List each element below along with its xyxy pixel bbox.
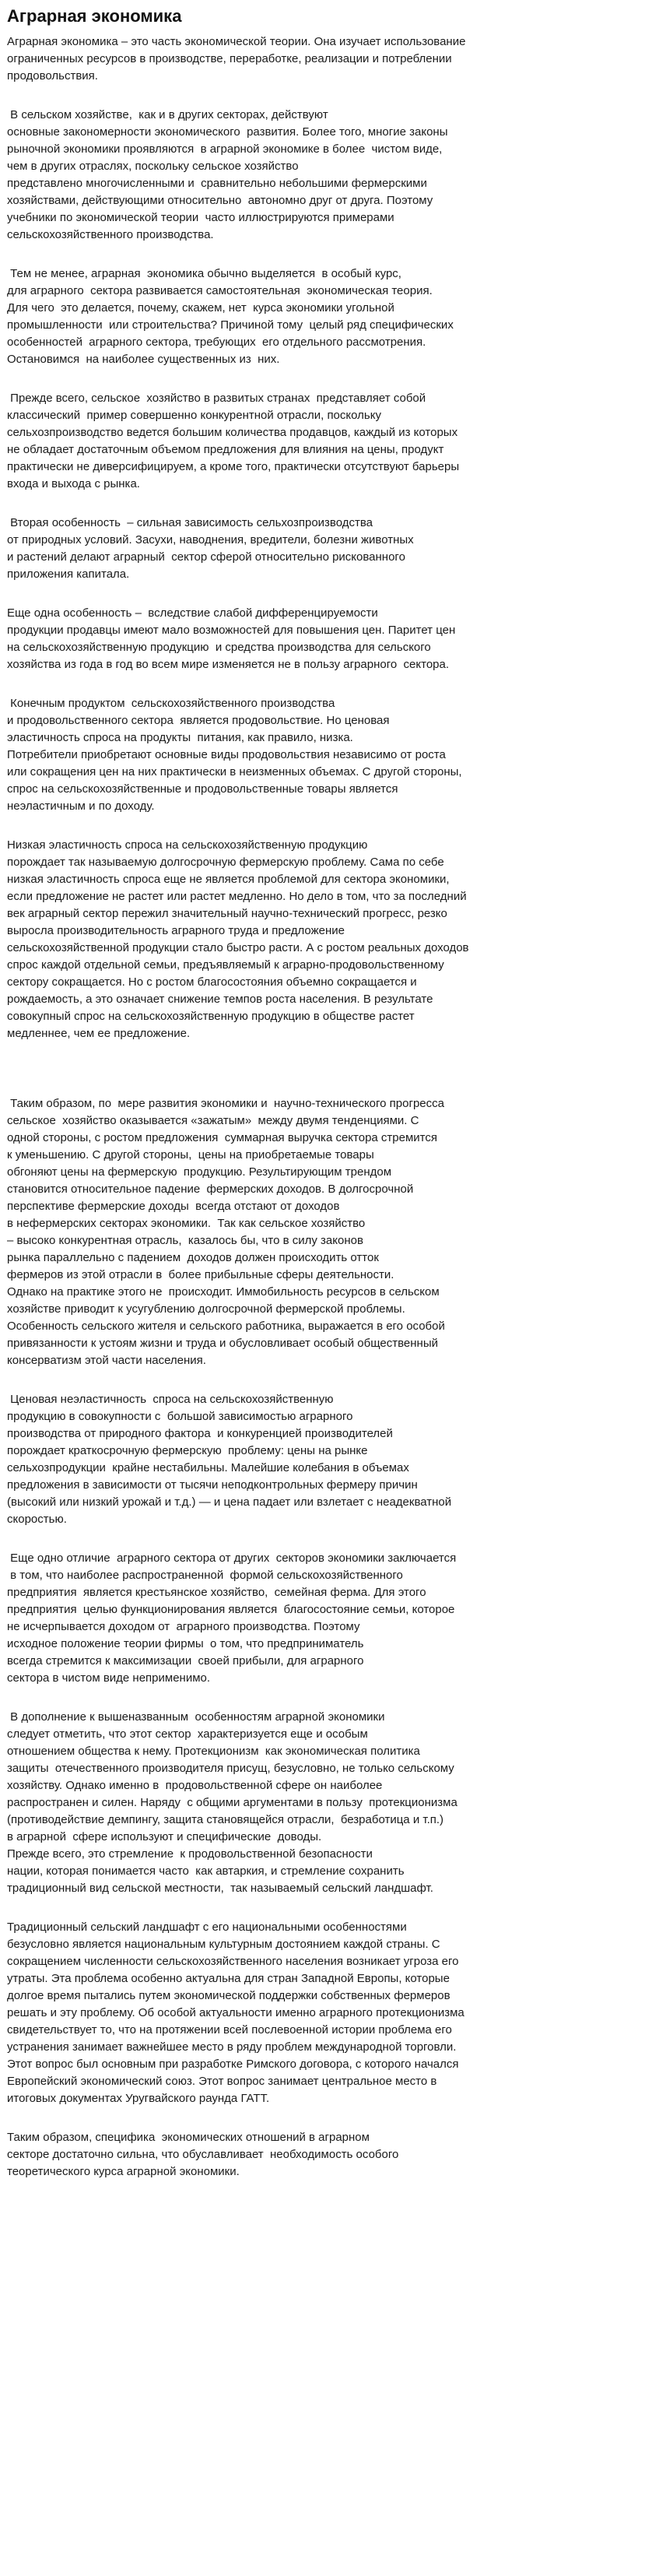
paragraph-line: сектору сокращается. Но с ростом благосостояния объемно сокращается и — [7, 975, 417, 989]
paragraph-line: Для чего это делается, почему, скажем, нет курса экономики угольной — [7, 301, 394, 315]
paragraph-line: учебники по экономической теории часто иллюстрируются примерами — [7, 211, 394, 224]
paragraph-line: Конечным продуктом сельскохозяйственного производства — [7, 697, 335, 710]
paragraph-line: устранения занимает важнейшее место в ряду проблем международной торговли. — [7, 2040, 457, 2054]
paragraph-line: низкая эластичность спроса еще не является проблемой для сектора экономики, — [7, 873, 450, 886]
article-paragraph — [7, 695, 648, 815]
paragraph-line: если предложение не растет или растет медленно. Но дело в том, что за последний — [7, 890, 467, 903]
paragraph-line: приложения капитала. — [7, 568, 130, 581]
paragraph-line: исходное положение теории фирмы о том, что предприниматель — [7, 1637, 364, 1650]
paragraph-line: в нефермерских секторах экономики. Так как сельское хозяйство — [7, 1217, 366, 1230]
paragraph-line: В дополнение к вышеназванным особенностям аграрной экономики — [7, 1710, 385, 1724]
paragraph-line: эластичность спроса на продукты питания, как правило, низка. — [7, 731, 353, 744]
paragraph-line: в аграрной сфере используют и специфические доводы. — [7, 1830, 322, 1843]
paragraph-line: сельское хозяйство оказывается «зажатым» между двумя тенденциями. С — [7, 1114, 419, 1127]
article-title: Аграрная экономика — [7, 6, 182, 26]
paragraph-line: ограниченных ресурсов в производстве, переработке, реализации и потреблении — [7, 52, 452, 65]
paragraph-line: промышленности или строительства? Причиной тому целый ряд специфических — [7, 318, 454, 332]
paragraph-line: Европейский экономический союз. Этот вопрос занимает центральное место в — [7, 2075, 437, 2088]
paragraph-line: – высоко конкурентная отрасль, казалось бы, что в силу законов — [7, 1234, 363, 1247]
paragraph-line: на сельскохозяйственную продукцию и средства производства для сельского — [7, 641, 431, 654]
article-paragraph — [7, 1391, 648, 1528]
paragraph-line: Аграрная экономика – это часть экономической теории. Она изучает использование — [7, 35, 466, 48]
paragraph-line: утраты. Эта проблема особенно актуальна для стран Западной Европы, которые — [7, 1972, 450, 1985]
paragraph-line: секторе достаточно сильна, что обуславливает необходимость особого — [7, 2148, 399, 2161]
paragraph-line: Ценовая неэластичность спроса на сельскохозяйственную — [7, 1393, 334, 1406]
paragraph-line: особенностей аграрного сектора, требующих его отдельного рассмотрения. — [7, 336, 426, 349]
paragraph-line: (высокий или низкий урожай и т.д.) — и цена падает или взлетает с неадекватной — [7, 1495, 452, 1509]
paragraph-line: Низкая эластичность спроса на сельскохозяйственную продукцию — [7, 838, 368, 852]
article-paragraph — [7, 390, 648, 493]
article-paragraph — [7, 1095, 648, 1369]
paragraph-line: сельхозпродукции крайне нестабильны. Малейшие колебания в объемах — [7, 1461, 409, 1474]
paragraph-line: Таким образом, по мере развития экономики и научно-технического прогресса — [7, 1097, 444, 1110]
article-paragraph — [7, 265, 648, 368]
paragraph-line: входа и выхода с рынка. — [7, 477, 140, 490]
paragraph-line: продукции продавцы имеют мало возможностей для повышения цен. Паритет цен — [7, 624, 456, 637]
article-body — [7, 33, 648, 2181]
paragraph-line: медленнее, чем ее предложение. — [7, 1027, 191, 1040]
paragraph-line: век аграрный сектор пережил значительный научно-технический прогресс, резко — [7, 907, 447, 920]
paragraph-line: производства от природного фактора и конкуренцией производителей — [7, 1427, 393, 1440]
paragraph-line: нации, которая понимается часто как автаркия, и стремление сохранить — [7, 1864, 405, 1878]
paragraph-line: рождаемость, а это означает снижение темпов роста населения. В результате — [7, 993, 433, 1006]
article-paragraph — [7, 1550, 648, 1687]
article-paragraph — [7, 515, 648, 583]
paragraph-line: безусловно является национальным культурным достоянием каждой страны. С — [7, 1938, 440, 1951]
paragraph-line: к уменьшению. С другой стороны, цены на приобретаемые товары — [7, 1148, 374, 1161]
paragraph-line: долгое время пытались путем экономической поддержки собственных фермеров — [7, 1989, 450, 2002]
paragraph-line: не исчерпывается доходом от аграрного производства. Поэтому — [7, 1620, 360, 1633]
paragraph-line: чем в других отраслях, поскольку сельское хозяйство — [7, 160, 299, 173]
article-paragraph — [7, 1919, 648, 2107]
paragraph-line: итоговых документах Уругвайского раунда ГАТТ. — [7, 2092, 270, 2105]
paragraph-line: хозяйству. Однако именно в продовольственной сфере он наиболее — [7, 1779, 383, 1792]
paragraph-line: скоростью. — [7, 1513, 67, 1526]
paragraph-line: Еще одно отличие аграрного сектора от других секторов экономики заключается — [7, 1552, 457, 1565]
paragraph-line: Прежде всего, это стремление к продовольственной безопасности — [7, 1847, 373, 1861]
paragraph-line: обгоняют цены на фермерскую продукцию. Результирующим трендом — [7, 1165, 392, 1179]
paragraph-line: или сокращения цен на них практически в неизменных объемах. С другой стороны, — [7, 765, 462, 778]
paragraph-line: Особенность сельского жителя и сельского работника, выражается в его особой — [7, 1320, 445, 1333]
paragraph-line: от природных условий. Засухи, наводнения, вредители, болезни животных — [7, 533, 414, 546]
paragraph-line: привязанности к устоям жизни и труда и обусловливает особый общественный — [7, 1337, 438, 1350]
paragraph-line: Этот вопрос был основным при разработке Римского договора, с которого начался — [7, 2058, 459, 2071]
article-paragraph — [7, 2129, 648, 2181]
paragraph-line: защиты отечественного производителя присущ, безусловно, не только сельскому — [7, 1762, 454, 1775]
paragraph-line: хозяйствами, действующими относительно автономно друг от друга. Поэтому — [7, 194, 433, 207]
paragraph-line: предприятия целью функционирования является благосостояние семьи, которое — [7, 1603, 455, 1616]
paragraph-line: хозяйстве приводит к усугублению долгосрочной фермерской проблемы. — [7, 1302, 405, 1316]
paragraph-line: выросла производительность аграрного труда и предложение — [7, 924, 345, 937]
article-paragraph — [7, 605, 648, 673]
paragraph-line: порождает так называемую долгосрочную фермерскую проблему. Сама по себе — [7, 856, 444, 869]
paragraph-line: порождает краткосрочную фермерскую проблему: цены на рынке — [7, 1444, 368, 1457]
paragraph-line: Остановимся на наиболее существенных из них. — [7, 353, 280, 366]
paragraph-line: (противодействие демпингу, защита становящейся отрасли, безработица и т.п.) — [7, 1813, 444, 1826]
paragraph-line: теоретического курса аграрной экономики. — [7, 2165, 240, 2178]
paragraph-line: продовольствия. — [7, 69, 98, 83]
paragraph-line: фермеров из этой отрасли в более прибыльные сферы деятельности. — [7, 1268, 394, 1281]
paragraph-line: всегда стремится к максимизации своей прибыли, для аграрного — [7, 1654, 364, 1668]
paragraph-line: Прежде всего, сельское хозяйство в развитых странах представляет собой — [7, 392, 426, 405]
paragraph-line: становится относительное падение фермерских доходов. В долгосрочной — [7, 1183, 414, 1196]
paragraph-line: и растений делают аграрный сектор сферой относительно рискованного — [7, 550, 405, 564]
paragraph-line: в том, что наиболее распространенной формой сельскохозяйственного — [7, 1569, 403, 1582]
paragraph-line: продукцию в совокупности с большой зависимостью аграрного — [7, 1410, 353, 1423]
paragraph-line: Однако на практике этого не происходит. Иммобильность ресурсов в сельском — [7, 1285, 440, 1299]
paragraph-line: предприятия является крестьянское хозяйство, семейная ферма. Для этого — [7, 1586, 426, 1599]
paragraph-line: сельскохозяйственной продукции стало быстро расти. А с ростом реальных доходов — [7, 941, 469, 954]
paragraph-line: рыночной экономики проявляются в аграрной экономике в более чистом виде, — [7, 142, 443, 156]
paragraph-line: практически не диверсифицируем, а кроме того, практически отсутствуют барьеры — [7, 460, 460, 473]
paragraph-line: рынка параллельно с падением доходов должен происходить отток — [7, 1251, 379, 1264]
paragraph-line: сельхозпроизводство ведется большим количества продавцов, каждый из которых — [7, 426, 458, 439]
paragraph-line: сокращением численности сельскохозяйственного населения возникает угроза его — [7, 1955, 459, 1968]
paragraph-line: отношением общества к нему. Протекционизм как экономическая политика — [7, 1745, 420, 1758]
paragraph-line: сектора в чистом виде неприменимо. — [7, 1671, 211, 1685]
paragraph-line: распространен и силен. Наряду с общими аргументами в пользу протекционизма — [7, 1796, 457, 1809]
article-paragraph — [7, 837, 648, 1042]
paragraph-line: Потребители приобретают основные виды продовольствия независимо от роста — [7, 748, 446, 761]
paragraph-line: представлено многочисленными и сравнительно небольшими фермерскими — [7, 177, 427, 190]
paragraph-line: совокупный спрос на сельскохозяйственную продукцию в обществе растет — [7, 1010, 415, 1023]
paragraph-line: хозяйства из года в год во всем мире изменяется не в пользу аграрного сектора. — [7, 658, 450, 671]
paragraph-line: сельскохозяйственного производства. — [7, 228, 214, 241]
paragraph-line: не обладает достаточным объемом предложения для влияния на цены, продукт — [7, 443, 444, 456]
paragraph-line: Еще одна особенность – вследствие слабой дифференцируемости — [7, 606, 378, 620]
paragraph-line: перспективе фермерские доходы всегда отстают от доходов — [7, 1200, 340, 1213]
paragraph-line: традиционный вид сельской местности, так называемый сельский ландшафт. — [7, 1882, 433, 1895]
article-paragraph — [7, 107, 648, 244]
paragraph-line: Таким образом, специфика экономических отношений в аграрном — [7, 2131, 370, 2144]
article-paragraph — [7, 1709, 648, 1897]
paragraph-line: консерватизм этой части населения. — [7, 1354, 206, 1367]
paragraph-line: В сельском хозяйстве, как и в других секторах, действуют — [7, 108, 328, 121]
paragraph-line: Вторая особенность – сильная зависимость сельхозпроизводства — [7, 516, 373, 529]
paragraph-line: следует отметить, что этот сектор характеризуется еще и особым — [7, 1727, 368, 1741]
paragraph-line: решать и эту проблему. Об особой актуальности именно аграрного протекционизма — [7, 2006, 464, 2019]
paragraph-line: и продовольственного сектора является продовольствие. Но ценовая — [7, 714, 390, 727]
paragraph-line: спрос на сельскохозяйственные и продовольственные товары является — [7, 782, 398, 796]
paragraph-line: спрос каждой отдельной семьи, предъявляемый к аграрно-продовольственному — [7, 958, 444, 972]
paragraph-line: предложения в зависимости от тысячи неподконтрольных фермеру причин — [7, 1478, 418, 1492]
article-paragraph — [7, 33, 648, 85]
paragraph-line: свидетельствует то, что на протяжении всей послевоенной истории проблема его — [7, 2023, 452, 2037]
paragraph-line: классический пример совершенно конкурентной отрасли, поскольку — [7, 409, 381, 422]
paragraph-line: Традиционный сельский ландшафт с его национальными особенностями — [7, 1921, 407, 1934]
paragraph-line: основные закономерности экономического развития. Более того, многие законы — [7, 125, 448, 139]
paragraph-line: Тем не менее, аграрная экономика обычно выделяется в особый курс, — [7, 267, 401, 280]
paragraph-line: для аграрного сектора развивается самостоятельная экономическая теория. — [7, 284, 433, 297]
paragraph-line: одной стороны, с ростом предложения суммарная выручка сектора стремится — [7, 1131, 438, 1144]
paragraph-line: неэластичным и по доходу. — [7, 800, 155, 813]
